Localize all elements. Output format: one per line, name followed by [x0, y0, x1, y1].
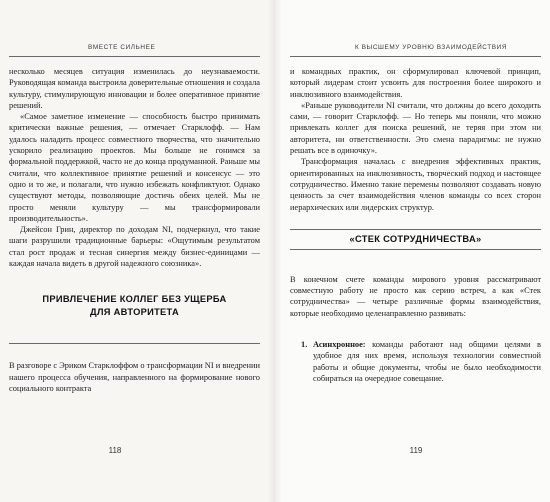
paragraph: Джейсон Грин, директор по доходам NI, подчеркнул, что такие шаги разрушили традиционные барьеры: «Ощутимым результатом стал рост продаж и тесная синергия между бизнес-единицами — каждая начала видеть в другой надежного союзника». [9, 225, 260, 269]
paragraph: В конечном счете команды мирового уровня рассматривают совместную работу не просто как серию встреч, а как «Стек сотрудничества» — четыре различные формы взаимодействия, которые необходимо целенаправленно развивать: [290, 274, 541, 318]
header-rule [9, 56, 260, 57]
list-text: команды работают над общими целями в удобное для них время, используя технологии совместной работы и общие документы, чтобы не было необходимости собираться на очередное совещание. [313, 340, 541, 383]
paragraph: Трансформация началась с внедрения эффективных практик, ориентированных на инклюзивность, творческий подход и настоящее сотрудничество. Именно такие перемены позволяют создавать новую ценность за счет взаимодействия членов команды со всех сторон иерархических или лидерских структур. [290, 157, 541, 212]
heading-line: ПРИВЛЕЧЕНИЕ КОЛЛЕГ БЕЗ УЩЕРБА [42, 294, 227, 305]
list-item [290, 339, 541, 384]
paragraph: несколько месяцев ситуация изменилась до неузнаваемости. Руководящая команда выстроила доверительные отношения и создала культуру, стимулирующую инновации и более оперативное принятие решений. [9, 67, 260, 110]
page-number: 119 [409, 446, 423, 455]
heading-line: ДЛЯ АВТОРИТЕТА [90, 307, 179, 318]
section-rule [9, 343, 260, 344]
section-heading [9, 293, 260, 319]
numbered-list [290, 339, 541, 384]
header-rule [290, 56, 541, 57]
paragraph: «Раньше руководители NI считали, что должны до всего доходить сами, — говорит Старклофф. — Но теперь мы поняли, что можно привлекать коллег для поиска решений, не теряя при этом ни авторитета, ни ответственности. Это смена парадигмы: не нужно решать все в одиночку». [290, 100, 541, 156]
right-page [275, 0, 550, 502]
heading-rule-bottom [290, 249, 541, 250]
paragraph: и командных практик, он сформулировал ключевой принцип, который лидерам стоит усвоить для построения более широкого и инклюзивного взаимодействия. [290, 67, 541, 99]
list-term: Асинхронное: [313, 340, 366, 350]
heading-text: «СТЕК СОТРУДНИЧЕСТВА» [349, 233, 482, 244]
list-number: 1. [301, 340, 308, 350]
left-page-body [9, 66, 260, 394]
section-heading [290, 229, 541, 250]
left-running-head: ВМЕСТЕ СИЛЬНЕЕ [88, 44, 156, 51]
page-number: 118 [108, 446, 122, 455]
heading-rule-top [290, 229, 541, 230]
paragraph: «Самое заметное изменение — способность быстро принимать критически важные решения, — отмечает Старклофф. — Нам удалось наладить процесс совместного творчества, что значительно ускорило реализацию проектов. Мы больше не гонимся за формальной поддержкой, часто не до конца продуманной. Раньше мы считали, что коллективное принятие решений и консенсус — это одно и то же, и полагали, что нужно избежать конфликтуют. Однако существуют методы, позволяющие достичь обеих целей. Мы не просто меняли культуру — мы трансформировали производительность». [9, 112, 260, 223]
right-running-head: К ВЫСШЕМУ УРОВНЮ ВЗАИМОДЕЙСТВИЯ [355, 44, 508, 51]
paragraph: В разговоре с Эриком Старклоффом о трансформации NI и внедрении нашего процесса обучения, направленного на формирование нового социального контракта [9, 361, 260, 393]
right-page-body [290, 66, 541, 384]
